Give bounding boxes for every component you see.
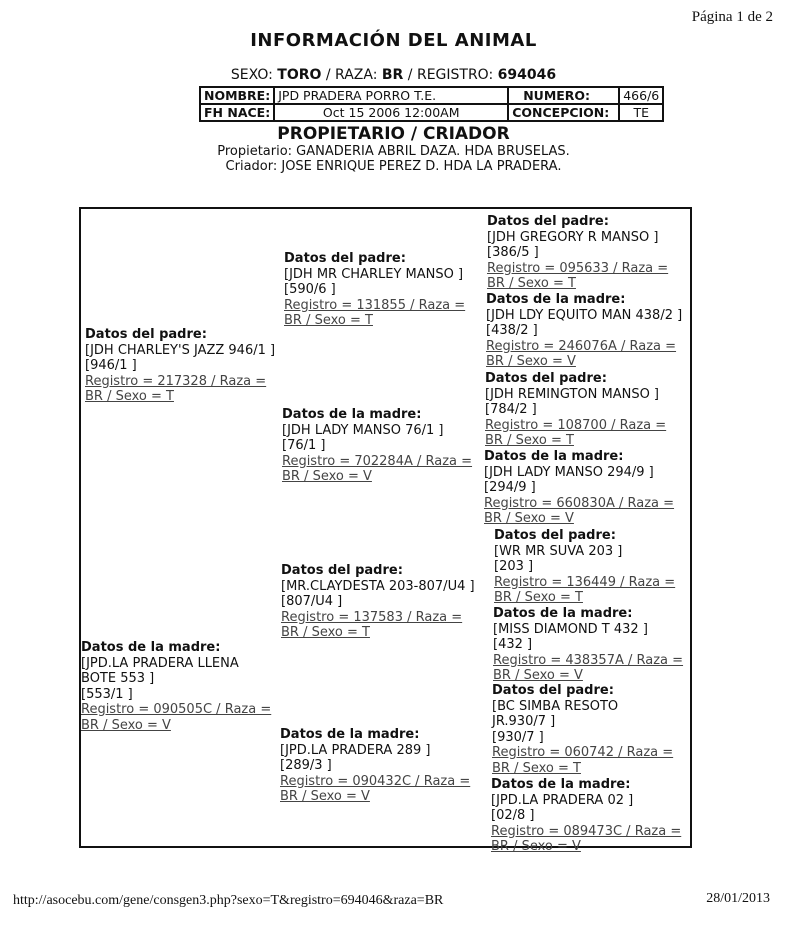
pedigree-node-ggp-1 (487, 214, 668, 292)
node-number: [807/U4 ] (281, 594, 343, 609)
node-heading: Datos de la madre: (81, 640, 221, 655)
node-registro-link[interactable]: Registro = 136449 / Raza = (494, 574, 676, 590)
pedigree-node-sire (85, 327, 275, 405)
sexo-label: SEXO: (230, 67, 273, 83)
fh-nace-value: Oct 15 2006 12:00AM (274, 104, 508, 121)
sexo-value: TORO (277, 67, 322, 83)
node-number: [784/2 ] (485, 402, 537, 417)
node-heading: Datos del padre: (85, 327, 207, 342)
pedigree-node-ggp-8 (491, 777, 681, 855)
pedigree-node-ggp-4 (484, 449, 674, 527)
pedigree-node-dam (81, 640, 271, 733)
node-name-cont: JR.930/7 ] (492, 714, 556, 729)
node-raza-sexo-link[interactable]: BR / Sexo = V (484, 511, 574, 526)
node-heading: Datos de la madre: (484, 449, 624, 464)
node-registro-link[interactable]: Registro = 089473C / Raza = (491, 823, 682, 839)
numero-value: 466/6 (619, 87, 663, 104)
node-raza-sexo-link[interactable]: BR / Sexo = V (486, 354, 576, 369)
node-name: [JDH LDY EQUITO MAN 438/2 ] (486, 307, 683, 323)
owner-propietario: Propietario: GANADERIA ABRIL DAZA. HDA BRUSELAS. (217, 144, 570, 159)
concepcion-label: CONCEPCION: (508, 104, 619, 121)
node-raza-sexo-link[interactable]: BR / Sexo = T (485, 433, 574, 448)
pedigree-node-paternal-granddam (282, 407, 472, 485)
node-raza-sexo-link[interactable]: BR / Sexo = V (282, 469, 372, 484)
node-registro-link[interactable]: Registro = 660830A / Raza = (484, 495, 675, 511)
footer-date: 28/01/2013 (706, 891, 770, 906)
node-name: [JDH LADY MANSO 76/1 ] (282, 422, 444, 438)
node-number: [432 ] (493, 637, 533, 652)
owner-criador: Criador: JOSE ENRIQUE PEREZ D. HDA LA PRADERA. (225, 159, 562, 174)
node-raza-sexo-link[interactable]: BR / Sexo = T (284, 313, 373, 328)
node-heading: Datos del padre: (487, 214, 609, 229)
pedigree-node-ggp-2 (486, 292, 682, 370)
node-name: [JDH CHARLEY'S JAZZ 946/1 ] (85, 342, 276, 358)
node-heading: Datos del padre: (284, 251, 406, 266)
node-number: [946/1 ] (85, 358, 137, 373)
node-heading: Datos del padre: (485, 371, 607, 386)
pedigree-node-ggp-7 (492, 683, 673, 776)
pedigree-node-ggp-5 (494, 528, 675, 606)
raza-value: BR (381, 67, 404, 83)
node-raza-sexo-link[interactable]: BR / Sexo = T (492, 760, 581, 776)
nombre-label: NOMBRE: (200, 87, 274, 104)
node-number: [386/5 ] (487, 245, 539, 260)
node-number: [553/1 ] (81, 686, 133, 702)
node-number: [930/7 ] (492, 729, 544, 745)
node-heading: Datos de la madre: (282, 407, 422, 422)
node-registro-link[interactable]: Registro = 108700 / Raza = (485, 417, 667, 433)
node-raza-sexo-link[interactable]: BR / Sexo = T (281, 625, 370, 640)
node-name: [MR.CLAYDESTA 203-807/U4 ] (281, 578, 475, 594)
animal-info-table (199, 86, 664, 122)
node-heading: Datos de la madre: (486, 292, 626, 307)
node-name: [BC SIMBA RESOTO (492, 698, 619, 714)
node-heading: Datos de la madre: (491, 777, 631, 792)
node-name: [MISS DIAMOND T 432 ] (493, 621, 648, 637)
fh-nace-label: FH NACE: (200, 104, 274, 121)
pedigree-node-paternal-grandsire (284, 251, 465, 329)
page-number: Página 1 de 2 (691, 9, 773, 25)
node-raza-sexo-link[interactable]: BR / Sexo = V (280, 789, 370, 804)
registro-value: 694046 (497, 67, 557, 83)
raza-label: / RAZA: (325, 67, 378, 83)
node-heading: Datos de la madre: (280, 727, 420, 742)
page-title: INFORMACIÓN DEL ANIMAL (250, 30, 537, 51)
node-heading: Datos del padre: (281, 563, 403, 578)
node-name: [JPD.LA PRADERA LLENA (81, 655, 239, 671)
pedigree-node-ggp-6 (493, 606, 683, 684)
pedigree-node-maternal-grandsire (281, 563, 475, 641)
node-number: [02/8 ] (491, 808, 535, 823)
node-heading: Datos del padre: (494, 528, 616, 543)
node-heading: Datos de la madre: (493, 606, 633, 621)
summary-line (0, 67, 787, 83)
node-raza-sexo-link[interactable]: BR / Sexo = V (491, 839, 581, 854)
node-registro-link[interactable]: Registro = 090505C / Raza = (81, 702, 272, 717)
node-registro-link[interactable]: Registro = 702284A / Raza = (282, 453, 473, 469)
node-raza-sexo-link[interactable]: BR / Sexo = T (85, 389, 174, 404)
node-registro-link[interactable]: Registro = 090432C / Raza = (280, 773, 471, 789)
node-raza-sexo-link[interactable]: BR / Sexo = T (494, 590, 583, 605)
node-name: [JPD.LA PRADERA 02 ] (491, 792, 634, 808)
node-registro-link[interactable]: Registro = 131855 / Raza = (284, 297, 466, 313)
node-number: [590/6 ] (284, 282, 336, 297)
pedigree-node-maternal-granddam (280, 727, 470, 805)
node-name: [JDH REMINGTON MANSO ] (485, 386, 660, 402)
node-registro-link[interactable]: Registro = 438357A / Raza = (493, 652, 684, 668)
nombre-value: JPD PRADERA PORRO T.E. (274, 87, 508, 104)
node-raza-sexo-link[interactable]: BR / Sexo = V (81, 717, 171, 733)
node-name: [JDH GREGORY R MANSO ] (487, 229, 659, 245)
node-name: [WR MR SUVA 203 ] (494, 543, 623, 559)
owner-heading: PROPIETARIO / CRIADOR (277, 124, 510, 144)
node-number: [76/1 ] (282, 438, 326, 453)
pedigree-node-ggp-3 (485, 371, 666, 449)
node-name-cont: BOTE 553 ] (81, 671, 155, 686)
node-registro-link[interactable]: Registro = 137583 / Raza = (281, 609, 463, 625)
node-number: [294/9 ] (484, 480, 536, 495)
node-registro-link[interactable]: Registro = 217328 / Raza = (85, 373, 267, 389)
node-raza-sexo-link[interactable]: BR / Sexo = T (487, 276, 576, 291)
node-raza-sexo-link[interactable]: BR / Sexo = V (493, 668, 583, 683)
concepcion-value: TE (619, 104, 663, 121)
registro-label: / REGISTRO: (407, 67, 494, 83)
numero-label: NUMERO: (508, 87, 619, 104)
node-number: [438/2 ] (486, 323, 538, 338)
footer-url: http://asocebu.com/gene/consgen3.php?sexo=T&registro=694046&raza=BR (13, 893, 444, 908)
node-name: [JDH MR CHARLEY MANSO ] (284, 266, 464, 282)
node-registro-link[interactable]: Registro = 246076A / Raza = (486, 338, 677, 354)
node-number: [203 ] (494, 559, 534, 574)
node-registro-link[interactable]: Registro = 095633 / Raza = (487, 260, 669, 276)
node-name: [JDH LADY MANSO 294/9 ] (484, 464, 654, 480)
node-registro-link[interactable]: Registro = 060742 / Raza = (492, 745, 674, 760)
node-name: [JPD.LA PRADERA 289 ] (280, 742, 431, 758)
node-heading: Datos del padre: (492, 683, 614, 698)
node-number: [289/3 ] (280, 758, 332, 773)
